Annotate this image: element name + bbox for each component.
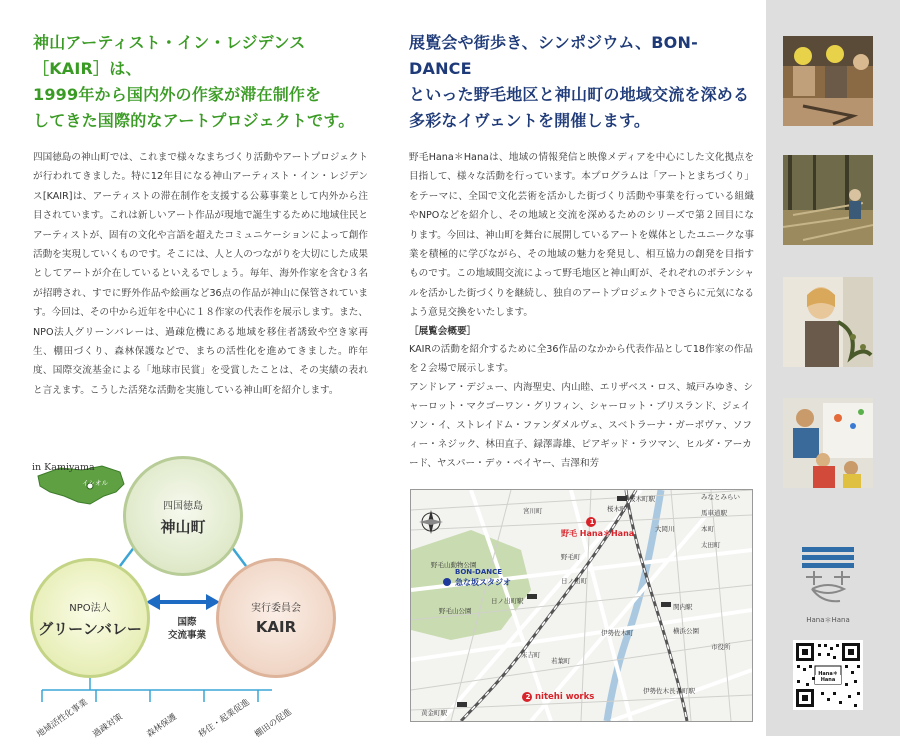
photo-children-workshop [783, 36, 873, 126]
photo-artist-portrait [783, 277, 873, 367]
exchange-label-2: 交流事業 [167, 630, 206, 641]
map-label-koganecho-station: 黄金町駅 [421, 709, 447, 717]
map-label-city-hall: 市役所 [711, 643, 731, 651]
activity-1: 地域活性化事業 [35, 697, 90, 740]
photo-sidebar [766, 0, 900, 736]
right-headline-line-3: 多彩なイヴェントを開催します。 [409, 111, 651, 130]
circle-kamiyama-town [123, 456, 243, 576]
photo-kids-painting [783, 398, 873, 488]
map-label-zoo: 野毛山動物公園 [431, 561, 477, 569]
bon-dance-marker [443, 578, 451, 586]
map-label-sakuragicho: 桜木町 [607, 505, 627, 513]
map-label-hinodecho-station: 日ノ出町駅 [491, 597, 524, 605]
circle-left-big: グリーンバレー [38, 620, 142, 638]
qr-code[interactable] [793, 640, 863, 710]
left-body-text: 四国徳島の神山町では、これまで様々なまちづくり活動やアートプロジェクトが行われてきました。特に12年目になる神山アーティスト・イン・レジデンス[KAIR]は、アーティストの滞在制作を支援する公募事業として内外から注目されています。これは新しいアート作品が現地で誕生するために地域住民とアーティストが、固有の文化や言語を超えたコミュニケーションによって創作活動を実現していくものです。そこには、人と人のつながりを大切にした成果としてアートが介在しているといえるでしょう。毎年、海外作家を含む３名が招聘され、すでに野外作品や絵画など36点の作品が神山に保管されています。今回は、その中から近年を中心に１８作家の代表作を展示します。また、NPO法人グリーンバレーは、過疎危機にある地域を移住者誘致や空き家再生、棚田づくり、森林保護などで、まちの活性化を進めてきました。昨年度、国際交流基金による「地球市民賞」を受賞したことは、その実績の表れと言えます。こうした活発な活動を実施している神山町を紹介します。 [33, 152, 369, 396]
access-map [410, 489, 753, 722]
map-label-isezakicho: 伊勢佐木町 [601, 629, 634, 637]
activity-5: 棚田の促進 [253, 707, 294, 740]
map-label-hinodecho: 日ノ出町 [561, 577, 587, 585]
left-headline [33, 30, 368, 134]
activity-4: 移住・起業促進 [197, 697, 252, 740]
map-label-kannai-station: 関内駅 [673, 603, 693, 611]
right-headline [409, 30, 754, 134]
right-column [409, 30, 754, 473]
compass-icon [419, 510, 443, 534]
right-body-text: 野毛Hana＊Hanaは、地域の情報発信と映像メディアを中心にした文化拠点を目指して、様々な活動を行っています。本プログラムは「アートとまちづくり」をテーマに、全国で文化芸術を活かした街づくり活動や事業を行っている組織やNPOなどを紹介し、その地域と交流を深めるためのシリーズで第２回目になります。今回は、神山町を舞台に展開しているアートを媒体としたユニークな事業を積極的に学びながら、その地域の魅力を発見し、相互協力の創発を目指すものです。この地域間交流によって野毛地区と神山町が、それぞれのポテンシャルを活かした街づくりを継続し、独自のアートプロジェクトでさらに元気になるよう意見交換をいたします。 [409, 152, 754, 319]
bon-dance-place: 急な坂スタジオ [455, 578, 511, 587]
map-label-yokohama-park: 横浜公園 [673, 627, 699, 635]
exchange-label-1: 国際 [177, 617, 197, 628]
venue-2-label: nitehi works [535, 692, 595, 702]
circle-left-small: NPO法人 [69, 603, 111, 614]
activity-2: 過疎対策 [91, 712, 125, 740]
map-label-honcho: 本町 [701, 525, 714, 533]
venue-1-number: 1 [589, 518, 595, 526]
circle-kair [216, 558, 336, 678]
exchange-label [162, 616, 212, 642]
right-headline-line-1: 展覧会や街歩き、シンポジウム、BON-DANCE [409, 33, 698, 78]
venue-1-label: 野毛 Hana＊Hana [561, 529, 635, 538]
circle-right-big: KAIR [255, 618, 297, 636]
right-headline-line-2: といった野毛地区と神山町の地域交流を深める [409, 85, 750, 104]
map-label-sueyoshicho: 末吉町 [521, 651, 541, 659]
circle-green-valley [30, 558, 150, 678]
map-label-bashamichi: 馬車道駅 [701, 509, 727, 517]
photo-forest-work [783, 155, 873, 245]
exhibition-overview-title: ［展覧会概要］ [409, 325, 477, 337]
shikoku-map-label: イシオル [82, 479, 108, 487]
circle-top-small: 四国徳島 [163, 501, 203, 512]
station-sakuragicho [617, 496, 627, 501]
left-headline-line-3: してきた国際的なアートプロジェクトです。 [33, 111, 355, 130]
circle-top-big: 神山町 [160, 518, 206, 536]
left-column [33, 30, 368, 400]
station-kannai [661, 602, 671, 607]
artist-list: アンドレア・デジュー、内海聖史、内山睦、エリザベス・ロス、城戸みゆき、シャーロット・マクゴーワン・グリフィン、シャーロット・ブリスランド、ジェイソン・イ、ストレイドム・ファンダメルヴェ、スベトラーナ・ガーボヴァ、ソフィー・ネジック、林田直子、録澤壽雄、ピアギッド・ラツマン、ヒルダ・アーカード、ヤスパー・デゥ・ベイヤー、吉澤和芳 [409, 381, 753, 469]
kamiyama-label: in Kamiyama [32, 462, 95, 473]
station-hinodecho [527, 594, 537, 599]
map-label-ookagawa: 大岡川 [655, 525, 675, 533]
map-label-sakuragicho-station: 桜木町駅 [629, 495, 655, 503]
logo-caption: Hana＊Hana [806, 616, 850, 624]
qr-caption: Hana＊Hana [818, 671, 838, 683]
bon-dance-label: BON-DANCE [455, 568, 503, 576]
activity-3: 森林保護 [145, 712, 179, 740]
left-headline-line-1: 神山アーティスト・イン・レジデンス［KAIR］は、 [33, 33, 306, 78]
hana-hana-logo [800, 545, 856, 625]
map-label-nogecho: 野毛町 [561, 553, 581, 561]
exhibition-overview-text: KAIRの活動を紹介するために全36作品のなかから代表作品として18作家の作品を２会場で展示します。 [409, 343, 754, 374]
left-headline-line-2: 1999年から国内外の作家が滞在制作を [33, 85, 322, 104]
map-label-otacho: 太田町 [701, 541, 721, 549]
organization-diagram [20, 446, 375, 740]
map-label-miyagawacho: 宮川町 [523, 507, 543, 515]
map-label-isezakichojamachi-station: 伊勢佐木長者町駅 [643, 687, 695, 695]
circle-right-small: 実行委員会 [251, 603, 301, 614]
station-koganecho [457, 702, 467, 707]
map-label-minatomirai: みなとみらい [701, 493, 740, 501]
venue-2-number: 2 [525, 693, 531, 701]
map-label-wakabacho: 若葉町 [551, 657, 571, 665]
hana-hana-logo-mark [800, 545, 856, 615]
map-label-nogeyama-park: 野毛山公園 [439, 607, 472, 615]
